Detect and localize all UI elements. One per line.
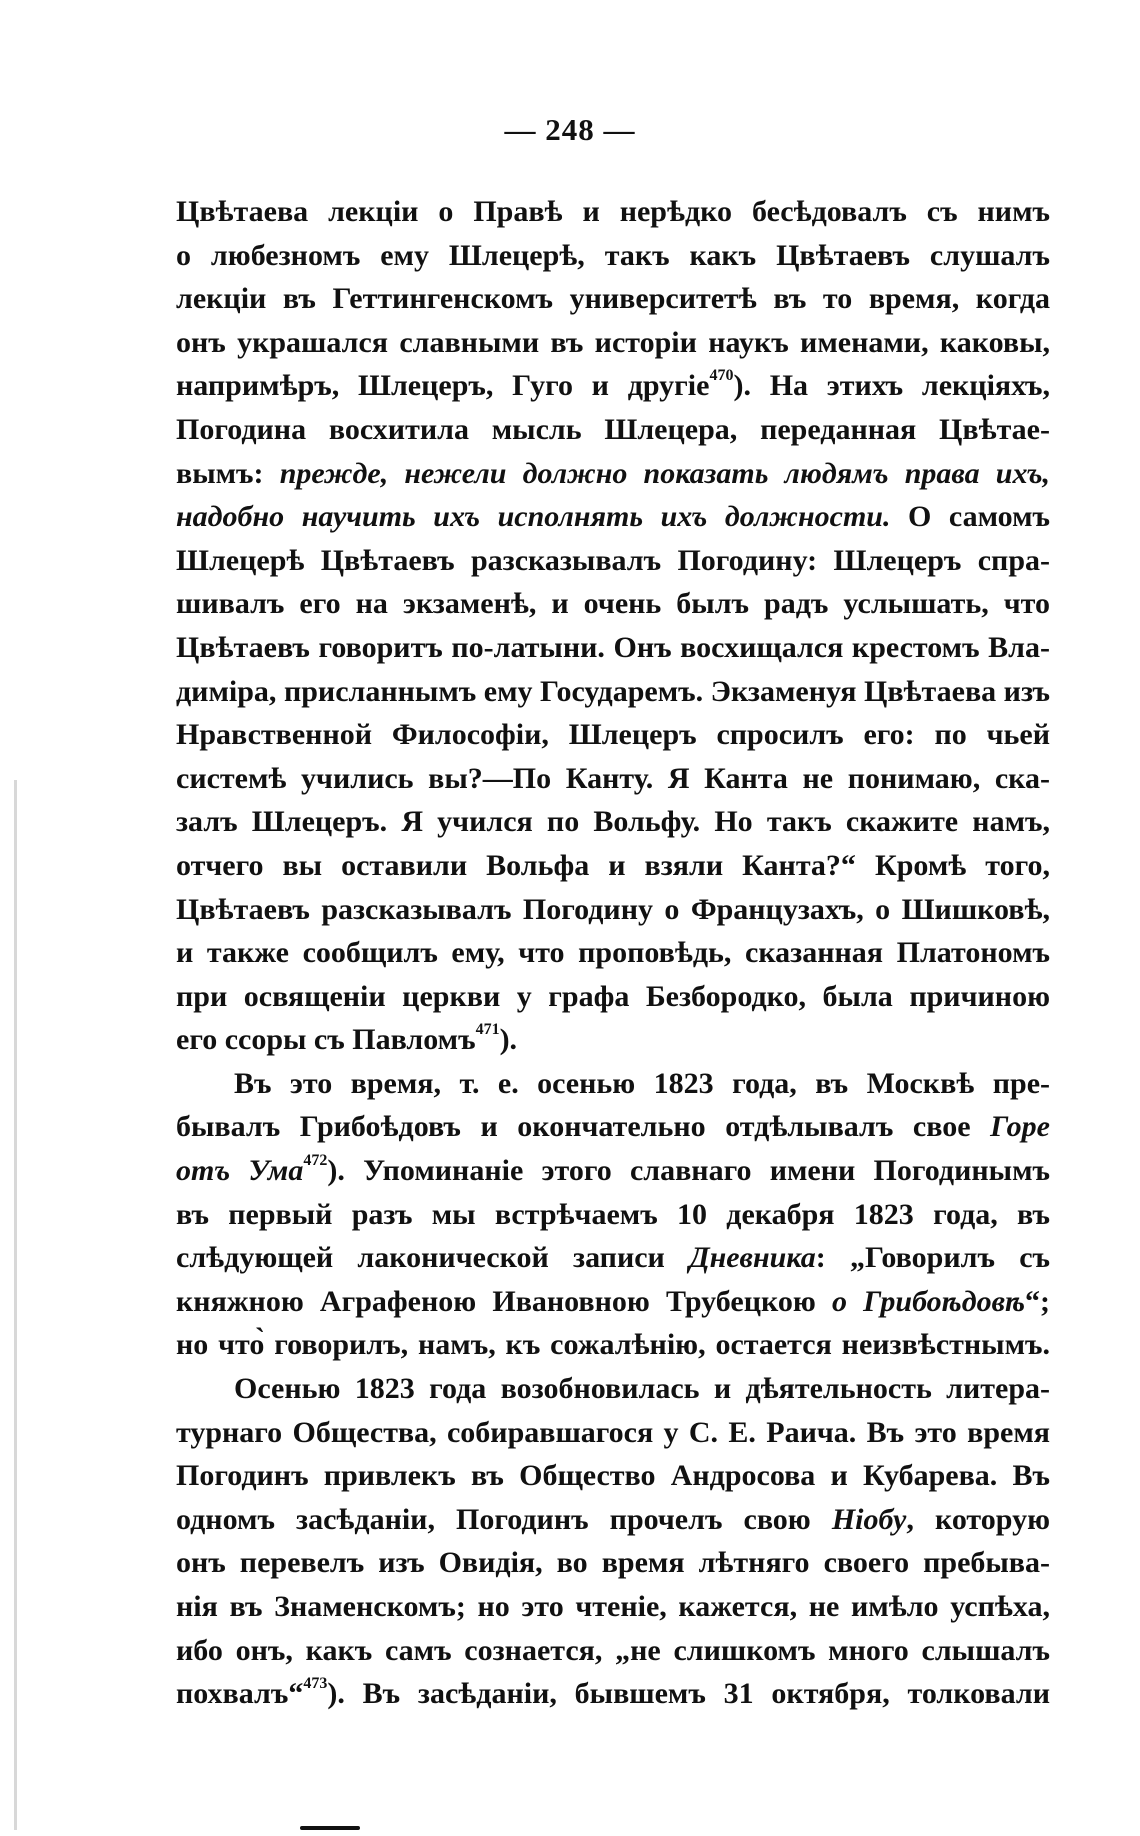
text-line — [176, 364, 1050, 408]
line-text: онъ украшался славными въ исторіи наукъ именами, каковы, — [176, 325, 1050, 359]
line-text: Цвѣтаева лекціи о Правѣ и нерѣдко бесѣдовалъ съ нимъ — [176, 195, 1050, 228]
line-text: бывалъ Грибоѣдовъ и окончательно отдѣлывалъ свое — [176, 1110, 971, 1144]
text-line — [176, 1411, 1050, 1455]
text-line — [176, 321, 1050, 365]
scan-edge-shadow — [14, 780, 17, 1830]
text-line — [176, 757, 1050, 801]
text-line — [176, 1105, 1050, 1149]
line-text: О самомъ — [908, 500, 1050, 534]
text-line — [176, 190, 1050, 234]
line-text: нія въ Знаменскомъ; но это чтеніе, кажется, не имѣло успѣха, — [176, 1590, 1050, 1623]
line-text: ). — [499, 1023, 518, 1057]
text-line — [176, 1280, 1050, 1324]
page-number: — 248 — — [504, 112, 636, 147]
line-text: ). Въ засѣданіи, бывшемъ 31 октября, толковали — [327, 1677, 1050, 1711]
line-text: въ первый разъ мы встрѣчаемъ 10 декабря 1823 года, въ — [176, 1197, 1050, 1231]
text-line — [176, 1585, 1050, 1629]
text-line — [176, 582, 1050, 626]
line-text: системѣ учились вы?—По Канту. Я Канта не понимаю, ска- — [176, 761, 1050, 795]
italic-title: отъ Ума — [176, 1154, 304, 1188]
line-text: о любезномъ ему Шлецерѣ, такъ какъ Цвѣтаевъ слушалъ — [176, 238, 1050, 272]
line-text: : „Говорилъ съ — [815, 1241, 1051, 1275]
text-line — [176, 1454, 1050, 1498]
text-line — [176, 670, 1050, 714]
text-line — [176, 277, 1050, 321]
text-line — [176, 539, 1050, 583]
text-line — [176, 452, 1050, 496]
line-text: турнаго Общества, собиравшагося у С. Е. Раича. Въ это время — [176, 1415, 1050, 1449]
text-line — [176, 1367, 1050, 1411]
text-line — [176, 234, 1050, 278]
line-text: вымъ: — [176, 456, 264, 490]
line-text: отчего вы оставили Вольфа и взяли Канта?“ Кромѣ того, — [176, 848, 1050, 882]
line-text: Нравственной Философіи, Шлецеръ спросилъ его: по чьей — [176, 718, 1050, 752]
footnote-ref: 473 — [303, 1675, 328, 1693]
line-text: но что̀ говорилъ, намъ, къ сожалѣнію, остается неизвѣстнымъ. — [176, 1328, 1050, 1362]
line-text: слѣдующей лаконической записи — [176, 1241, 665, 1275]
text-line — [176, 931, 1050, 975]
text-line — [176, 1498, 1050, 1542]
text-line — [176, 408, 1050, 452]
text-line — [176, 888, 1050, 932]
line-text: ). На этихъ лекціяхъ, — [733, 369, 1051, 403]
footnote-ref: 471 — [475, 1021, 500, 1039]
body-text — [176, 190, 1050, 1716]
line-text: “; — [1025, 1284, 1050, 1318]
line-text: шивалъ его на экзаменѣ, и очень былъ радъ услышать, что — [176, 587, 1050, 621]
line-text: ибо онъ, какъ самъ сознается, „не слишкомъ много слышалъ — [176, 1633, 1050, 1667]
text-line — [176, 844, 1050, 888]
text-line — [176, 1149, 1050, 1193]
line-text: Осенью 1823 года возобновилась и дѣятельность литера- — [234, 1372, 1050, 1406]
italic-title: о Грибоѣдовѣ — [831, 1284, 1025, 1318]
line-text: залъ Шлецеръ. Я учился по Вольфу. Но такъ скажите намъ, — [176, 805, 1050, 839]
italic-title: Дневника — [689, 1241, 816, 1275]
line-text: , которую — [906, 1502, 1050, 1536]
line-text: Цвѣтаевъ разсказывалъ Погодину о Французахъ, о Шишковѣ, — [176, 892, 1050, 926]
text-line — [176, 975, 1050, 1019]
text-line — [176, 800, 1050, 844]
line-text: диміра, присланнымъ ему Государемъ. Экзаменуя Цвѣтаева изъ — [176, 674, 1050, 708]
italic-quote: надобно научить ихъ исполнять ихъ должности. — [176, 500, 891, 534]
text-line — [176, 1541, 1050, 1585]
line-text: похвалъ“ — [176, 1677, 304, 1711]
text-line — [176, 495, 1050, 539]
text-line — [176, 713, 1050, 757]
line-text: его ссоры съ Павломъ — [176, 1023, 476, 1057]
line-text: лекціи въ Геттингенскомъ университетѣ въ то время, когда — [176, 282, 1050, 316]
text-line — [176, 1323, 1050, 1367]
text-line — [176, 626, 1050, 670]
footnote-ref: 470 — [709, 367, 734, 385]
line-text: Погодина восхитила мысль Шлецера, переданная Цвѣтае- — [176, 412, 1050, 446]
italic-quote: прежде, нежели должно показать людямъ права ихъ, — [279, 456, 1050, 490]
text-line — [176, 1193, 1050, 1237]
line-text: напримѣръ, Шлецеръ, Гуго и другіе — [176, 369, 710, 403]
italic-title: Ніобу — [831, 1502, 907, 1536]
line-text: Шлецерѣ Цвѣтаевъ разсказывалъ Погодину: Шлецеръ спра- — [176, 543, 1050, 577]
line-text: ). Упоминаніе этого славнаго имени Погодинымъ — [327, 1154, 1051, 1188]
text-line — [176, 1236, 1050, 1280]
line-text: одномъ засѣданіи, Погодинъ прочелъ свою — [176, 1502, 811, 1536]
text-line — [176, 1062, 1050, 1106]
line-text: Погодинъ привлекъ въ Общество Андросова и Кубарева. Въ — [176, 1459, 1050, 1493]
line-text: Въ это время, т. е. осенью 1823 года, въ Москвѣ пре- — [234, 1066, 1050, 1100]
line-text: онъ перевелъ изъ Овидія, во время лѣтняго своего пребыва- — [176, 1546, 1050, 1580]
line-text: и также сообщилъ ему, что проповѣдь, сказанная Платономъ — [176, 936, 1050, 970]
text-line — [176, 1018, 1050, 1062]
line-text: при освященіи церкви у графа Безбородко, была причиною — [176, 979, 1050, 1013]
footnote-ref: 472 — [303, 1152, 328, 1170]
italic-title: Горе — [990, 1110, 1050, 1144]
text-line — [176, 1672, 1050, 1716]
printer-mark — [300, 1826, 360, 1830]
text-line — [176, 1629, 1050, 1673]
line-text: княжною Аграфеною Ивановною Трубецкою — [176, 1284, 816, 1318]
line-text: Цвѣтаевъ говоритъ по-латыни. Онъ восхищался крестомъ Вла- — [176, 630, 1050, 664]
